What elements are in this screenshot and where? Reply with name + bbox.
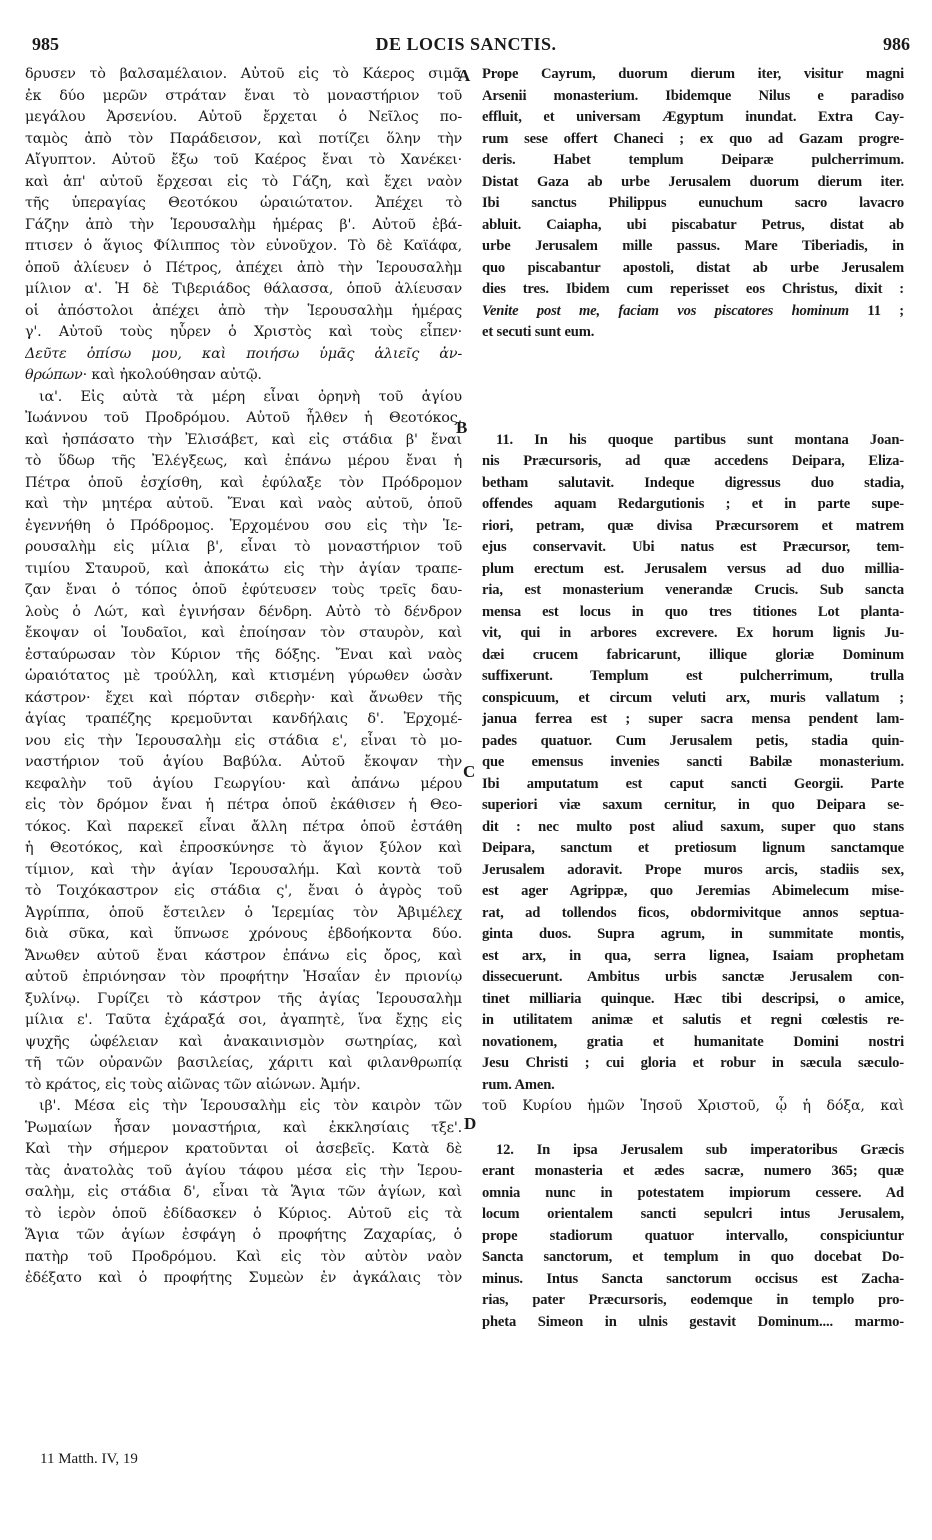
latin-paragraph-12 (482, 1140, 904, 1334)
greek-line: ἐδέξατο καὶ ὁ προφήτης Συμεὼν ἐν ἀγκάλαις τὸν (25, 1270, 462, 1286)
latin-line: Sancta sanctorum, et templum in quo docebat Do- (482, 1249, 904, 1265)
latin-line: minus. Intus Sancta sanctorum occisus est Zacha- (482, 1270, 904, 1287)
greek-line: Γάζην ἀπὸ τὴν Ἱερουσαλὴμ ἡμέρας β'. Αὐτοῦ ἐβά- (25, 216, 462, 233)
greek-line: Ἅγια τῶν ἁγίων ἐσφάγη ὁ προφήτης Ζαχαρίας, ὁ (25, 1227, 462, 1243)
latin-line: Distat Gaza ab urbe Jerusalem duorum dierum iter. (482, 173, 904, 190)
greek-line: τὸ Τοιχόκαστρον εἰς στάδια ς', ἔναι ὁ ἀγρὸς τοῦ (25, 883, 462, 899)
latin-line: omnia nunc in potestatem impiorum cessere. Ad (482, 1184, 904, 1201)
greek-line: καὶ ἠσπάσατο τὴν Ἐλισάβετ, καὶ εἰς στάδια β' ἔναι (25, 431, 462, 448)
latin-line: ejus conservavit. Ubi natus est Præcursor, tem- (482, 539, 904, 555)
latin-spacer (482, 344, 904, 430)
greek-line: Καὶ τὴν σήμερον κρατοῦνται οἱ ἀσεβεῖς. Κατὰ δὲ (25, 1141, 462, 1157)
greek-line: γ'. Αὐτοῦ τοὺς ηὗρεν ὁ Χριστὸς καὶ τοὺς εἶπεν· (25, 324, 462, 340)
latin-line: pades quatuor. Cum Jerusalem petis, stadia quin- (482, 732, 904, 749)
greek-line: Ῥωμαίων ἦσαν μοναστήρια, καὶ ἐκκλησίαις τξε'. (25, 1119, 462, 1136)
latin-column (482, 64, 904, 1333)
greek-overflow-line: τοῦ Κυρίου ἡμῶν Ἰησοῦ Χριστοῦ, ᾧ ἡ δόξα, καὶ (482, 1098, 904, 1114)
latin-line: est arx, in qua, serra lignea, Isaiam prophetam (482, 947, 904, 964)
latin-line: dies tres. Ibidem cum reperisset eos Christus, dixit : (482, 281, 904, 297)
running-title: DE LOCIS SANCTIS. (375, 34, 557, 54)
latin-line: offendes aquam Redargutionis ; et in parte supe- (482, 496, 904, 512)
greek-line: Ἀγρίππα, ὁποῦ ἔστειλεν ὁ Ἱερεμίας τὸν Ἀβιμέλεχ (25, 904, 462, 921)
latin-line: Jesu Christi ; cui gloria et robur in sæcula sæculo- (482, 1055, 904, 1071)
greek-line: τιμίου Σταυροῦ, καὶ ἀποκάτω εἰς τὴν ἁγίαν τραπε- (25, 560, 462, 577)
greek-line: τίμιον, καὶ τὴν ἁγίαν Ἱερουσαλήμ. Καὶ κοντὰ τοῦ (25, 861, 462, 878)
greek-line: τὸ κράτος, εἰς τοὺς αἰῶνας τῶν αἰώνων. Ἀμήν. (25, 1076, 361, 1093)
column-marker-d: D (464, 1114, 477, 1133)
greek-line: καὶ ἀπ' αὐτοῦ ἔρχεσαι εἰς τὸ Γάζη, καὶ ἔχει ναὸν (25, 173, 462, 190)
latin-line: Arsenii monasterium. Ibidemque Nilus e paradiso (482, 87, 904, 104)
latin-paragraph-11 (482, 430, 904, 1118)
latin-line: Ibi amputatum est caput sancti Georgii. Parte (482, 775, 904, 792)
latin-line: superiori viæ saxum cernitur, in quo Deipara se- (482, 797, 904, 813)
greek-line: ἔκοψαν οἱ Ἰουδαῖοι, καὶ ἐποίησαν τὸν σταυρὸν, καὶ (25, 625, 462, 641)
greek-quote-line (25, 365, 462, 387)
latin-line: urbe Jerusalem mille passus. Mare Tiberiadis, in (482, 238, 904, 254)
greek-line: Ἄνωθεν αὐτοῦ ἔναι κάστρον ἐπάνω εἰς ὄρος, καὶ (25, 947, 462, 964)
greek-line: τὸ ὕδωρ τῆς Ἐλέγξεως, καὶ ἐπάνω μέρου ἔναι ἡ (25, 453, 462, 469)
greek-line: καὶ τὴν μητέρα αὐτοῦ. Ἔναι καὶ ναὸς αὐτοῦ, ὁποῦ (25, 496, 462, 512)
latin-line: vit, qui in arbores excrevere. Ex horum lignis Ju- (482, 625, 904, 641)
latin-line: rias, pater Præcursoris, eodemque in templo pro- (482, 1292, 904, 1308)
greek-line: ζαν ἔναι ὁ τόπος ὁποῦ ἐφύτευσεν τοὺς τρεῖς δαυ- (25, 582, 462, 598)
latin-line: rum. Amen. (482, 1076, 555, 1093)
latin-line: prope stadiorum quatuor intervallo, conspiciuntur (482, 1227, 904, 1244)
page-header (22, 34, 910, 58)
greek-line: Αἴγυπτον. Αὐτοῦ ἔξω τοῦ Καέρος ἔναι τὸ Χανέκει· (25, 152, 462, 168)
greek-line: ἡ Θεοτόκος, καὶ ἐπροσκύνησε τὸ ἅγιον ξύλον καὶ (25, 840, 462, 856)
greek-line: τῆ τῶν οὐρανῶν βασιλείας, χάριτι καὶ φιλανθρωπίᾳ (25, 1055, 462, 1071)
greek-line: κάστρον· ἔχει καὶ πόρταν σιδερὴν· καὶ ἄνωθεν τῆς (25, 689, 462, 706)
latin-line: deris. Habet templum Deiparæ pulcherrimum. (482, 152, 904, 168)
footnote: 11 Matth. IV, 19 (40, 1451, 138, 1467)
greek-line: ταμὸς ἀπὸ τὸν Παράδεισον, καὶ ποτίζει ὅλην τὴν (25, 130, 462, 147)
greek-line: ὁποῦ ἀλίευεν ὁ Πέτρος, ἀπέχει ἀπὸ τὴν Ἱερουσαλὴμ (25, 259, 462, 276)
latin-line: 12. In ipsa Jerusalem sub imperatoribus Græcis (496, 1141, 904, 1158)
latin-paragraph-10 (482, 64, 904, 344)
latin-line: et secuti sunt eum. (482, 324, 595, 340)
latin-line: ginta duos. Supra agrum, in summitate montis, (482, 926, 904, 942)
latin-quote-line (482, 301, 904, 323)
latin-line: dit : nec multo post aliud saxum, super quo stans (482, 818, 904, 835)
column-marker-c: C (463, 762, 476, 781)
greek-line: διὰ σῦκα, καὶ ὕπνωσε χρόνους ἑβδοήκοντα δύο. (25, 926, 462, 942)
latin-line: tinet milliaria quinque. Hæc tibi descripsi, o amice, (482, 990, 904, 1007)
latin-line: suffixerunt. Templum est pulcherrimum, trulla (482, 668, 904, 684)
latin-line: que emensus invenies sancti Babilæ monasterium. (482, 754, 904, 770)
greek-line: ια'. Εἰς αὐτὰ τὰ μέρη εἶναι ὀρηνὴ τοῦ ἁγίου (39, 388, 462, 405)
latin-line: plum erectum est. Jerusalem versus ad duo millia- (482, 560, 904, 577)
latin-line: conspicuum, et circum veluti arx, muris vallatum ; (482, 689, 904, 706)
greek-line: ἁγίας τραπέζης κρεμοῦνται κανδήλαις δ'. Ἐρχομέ- (25, 711, 462, 727)
greek-paragraph-11 (25, 387, 462, 1097)
greek-quote-line: Δεῦτε ὀπίσω μου, καὶ ποιήσω ὑμᾶς ἁλιεῖς ἀν- (25, 345, 462, 362)
greek-line: πατὴρ τοῦ Προδρόμου. Καὶ εἰς τὸν αὐτὸν ναὸν (25, 1248, 462, 1265)
column-marker-a: A (458, 66, 471, 85)
greek-line: αὐτοῦ ἐπριόνησαν τὸν προφήτην Ἡσαΐαν ἐν πριονίῳ (25, 969, 462, 985)
right-page-number: 986 (883, 34, 910, 54)
latin-spacer (482, 1118, 904, 1140)
greek-line: τὰς ἀνατολὰς τοῦ ἁγίου τάφου μέσα εἰς τὴν Ἱερου- (25, 1162, 462, 1179)
greek-line: ἐσταύρωσαν τὸν Κύριον τῆς δόξης. Ἔναι καὶ ναὸς (25, 646, 462, 663)
greek-paragraph-12 (25, 1096, 462, 1290)
latin-line: in utilitatem animæ et salutis et regni cœlestis re- (482, 1012, 904, 1028)
greek-line: μίλιον α'. Ἡ δὲ Τιβεριάδος θάλασσα, ὁποῦ ἀλίευσαν (25, 281, 462, 297)
latin-line: riori, petram, quæ divisa Præcursorem et matrem (482, 517, 904, 534)
latin-line: rum sese offert Chaneci ; ex quo ad Gazam progre- (482, 130, 904, 147)
greek-line: ἐκ δύο μερῶν στράταν ἔναι τὸ μοναστήριον τοῦ (25, 87, 462, 104)
latin-line: janua ferrea est ; super sacra mensa pendent lam- (482, 711, 904, 727)
left-page-number: 985 (32, 34, 59, 54)
latin-line: dissecuerunt. Ambitus urbis sanctæ Jerusalem con- (482, 969, 904, 985)
greek-line: μίλια ε'. Ταῦτα ἐχάραξά σοι, ἀγαπητὲ, ἵνα ἔχῃς εἰς (25, 1012, 462, 1028)
greek-line: κεφαλὴν τοῦ ἁγίου Γεωργίου· καὶ ἀπάνω μέρου (25, 775, 462, 792)
latin-line: 11. In his quoque partibus sunt montana Joan- (496, 431, 904, 448)
greek-line: νου εἰς τὴν Ἱερουσαλὴμ εἰς στάδια ε', εἶναι τὸ μο- (25, 732, 462, 749)
footnote-ref: 11 ; (848, 302, 904, 319)
column-marker-b: B (456, 418, 468, 437)
greek-line: μεγάλου Ἀρσενίου. Αὐτοῦ ἔρχεται ὁ Νεῖλος πο- (25, 109, 462, 125)
latin-line: rat, ad tollendos ficos, obdormivitque annos septua- (482, 904, 904, 921)
latin-line: dæi crucem fabricarunt, illique gloriæ Dominum (482, 646, 904, 663)
greek-line: Ἰωάννου τοῦ Προδρόμου. Αὐτοῦ ἦλθεν ἡ Θεοτόκος, (25, 410, 462, 426)
greek-line: εἰς τὸν δρόμον ἔναι ἡ πέτρα ὁποῦ ἐκάθισεν ἡ Θεο- (25, 797, 462, 813)
latin-quote: Venite post me, faciam vos piscatores hominum (482, 302, 849, 319)
latin-line: mensa est locus in quo tres titiones Lot planta- (482, 603, 904, 620)
latin-line: erant monasteria et ædes sacræ, numero 365; quæ (482, 1163, 904, 1179)
greek-line: πτισεν ὁ ἅγιος Φίλιππος τὸν εὐνοῦχον. Τὸ δὲ Καϊάφα, (25, 238, 462, 254)
greek-line: οἱ ἀπόστολοι ἀπέχει ἀπὸ τὴν Ἱερουσαλὴμ ἡμέρας (25, 302, 462, 319)
greek-line: τόκος. Καὶ παρεκεῖ εἶναι ἄλλη πέτρα ὁποῦ ἐστάθη (25, 818, 462, 835)
latin-line: Jerusalem adoravit. Prope muros arcis, stadiis sex, (482, 861, 904, 878)
latin-line: Deipara, sanctum et pretiosum lignum sanctamque (482, 840, 904, 856)
latin-line: est ager Agrippæ, quo Jeremias Abimelecum mise- (482, 883, 904, 899)
greek-line: ρουσαλὴμ εἰς μίλια β', εἶναι τὸ μοναστήριον τοῦ (25, 539, 462, 555)
greek-line: ὡραιότατος μὲ τρούλλη, καὶ κτισμένη γύρωθεν ὡσὰν (25, 668, 462, 684)
greek-line: δρυσεν τὸ βαλσαμέλαιον. Αὐτοῦ εἰς τὸ Κάερος σιμᾶ (25, 66, 462, 82)
latin-line: nis Præcursoris, ad quæ accedens Deipara, Eliza- (482, 453, 904, 469)
greek-line: ξυλίνῳ. Γυρίζει τὸ κάστρον τῆς ἁγίας Ἱερουσαλὴμ (25, 990, 462, 1007)
latin-line: quo piscabantur apostoli, distat ab urbe Jerusalem (482, 259, 904, 276)
greek-line: ψυχῆς ὠφέλειαν καὶ ἀνακαινισμὸν σωτηρίας, καὶ (25, 1033, 462, 1050)
latin-line: ria, est monasterium venerandæ Crucis. Sub sancta (482, 582, 904, 598)
latin-line: betham salutavit. Indeque digressus duo stadia, (482, 474, 904, 491)
greek-line: σαλὴμ, εἰς στάδια δ', εἶναι τὰ Ἅγια τῶν ἁγίων, καὶ (25, 1184, 462, 1200)
greek-quote-word: θρώπων (25, 367, 83, 383)
greek-line: λοὺς ὁ Λώτ, καὶ ἐγινήσαν δένδρη. Αὐτὸ τὸ δένδρον (25, 603, 462, 620)
latin-line: Prope Cayrum, duorum dierum iter, visitur magni (482, 66, 904, 82)
greek-quote-tail: · καὶ ἠκολούθησαν αὐτῷ. (82, 367, 262, 383)
greek-line: ιβ'. Μέσα εἰς τὴν Ἱερουσαλὴμ εἰς τὸν καιρὸν τῶν (39, 1098, 462, 1114)
greek-line: Πέτρα ὁποῦ ἐσχίσθη, καὶ ἐφύλαξε τὸν Πρόδρομον (25, 474, 462, 491)
greek-paragraph-10 (25, 64, 462, 387)
latin-line: abluit. Caiapha, ubi piscabatur Petrus, distat ab (482, 216, 904, 233)
greek-line: τὸ ἱερὸν ὁποῦ ἐδίδασκεν ὁ Κύριος. Αὐτοῦ εἰς τὰ (25, 1205, 462, 1222)
latin-line: effluit, et universam Ægyptum inundat. Extra Cay- (482, 109, 904, 125)
latin-line: locum orientalem sancti sepulcri intus Jerusalem, (482, 1206, 904, 1222)
greek-line: ναστήριον τοῦ ἁγίου Βαβύλα. Αὐτοῦ ἔκοψαν τὴν (25, 754, 462, 770)
greek-column (25, 64, 462, 1290)
latin-line: Ibi sanctus Philippus eunuchum sacro lavacro (482, 195, 904, 211)
greek-line: ἐγεννήθη ὁ Πρόδρομος. Ἐρχομένου σου εἰς τὴν Ἱε- (25, 517, 462, 534)
latin-line: pheta Simeon in ulnis gestavit Dominum.... marmo- (482, 1313, 904, 1330)
greek-line: τῆς ὑπεραγίας Θεοτόκου ὡραιώτατον. Ἀπέχει τὸ (25, 195, 462, 211)
latin-line: novationem, gratia et humanitate Domini nostri (482, 1033, 904, 1050)
